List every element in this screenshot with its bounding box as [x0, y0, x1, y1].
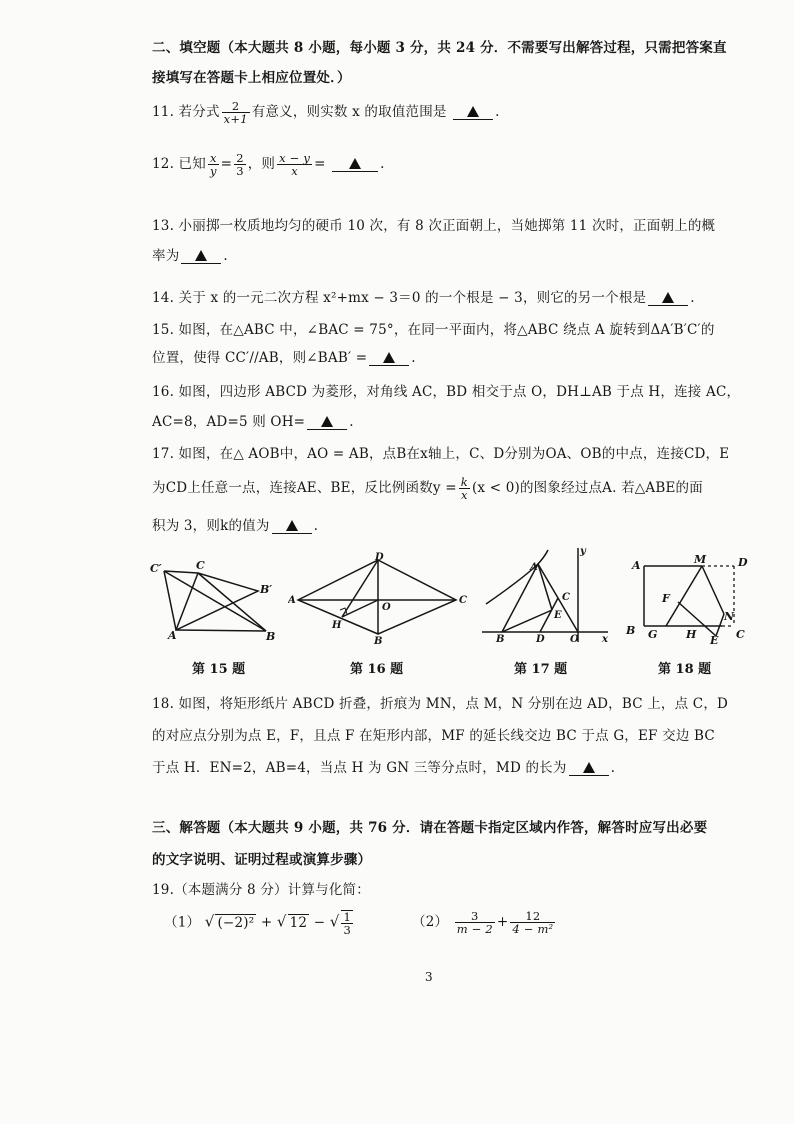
fig16-label-h: H: [332, 620, 342, 631]
figure-18: [622, 552, 757, 644]
triangle-icon: [467, 106, 479, 117]
question-14: 14. 关于 x 的一元二次方程 x²+mx − 3＝0 的一个根是 − 3，则它的另一个根是 .: [152, 290, 695, 306]
q19-plus-2: +: [496, 914, 509, 930]
q19-fraction-a: $\frac{3}{m - 2}$: [456, 909, 493, 936]
fig16-label-o: O: [382, 602, 391, 613]
section3-heading-line1: 三、解答题（本大题共 9 小题，共 76 分．请在答题卡指定区域内作答，解答时应写出必要: [152, 820, 708, 836]
question-11: 11. 若分式 $\frac{2}{x+1}$ 有意义，则实数 x 的取值范围是 .: [152, 99, 500, 126]
caption-figure-15: 第 15 题: [192, 662, 246, 677]
fig17-label-o: O: [570, 634, 579, 644]
question-19-heading: 19.（本题满分 8 分）计算与化简：: [152, 882, 370, 898]
q12-fraction-2: $\frac{2}{3}$: [236, 151, 244, 178]
question-17-line1: 17. 如图，在△ AOB中，AO = AB，点B在x轴上，C、D分别为OA、OB的中点，连接CD，E: [152, 446, 730, 462]
q12-fraction-3: $\frac{x - y}{x}$: [279, 151, 311, 178]
sqrt-symbol: √: [329, 912, 340, 931]
fig17-label-a: A: [530, 562, 538, 573]
fig17-label-y: y: [580, 546, 586, 557]
q19-part1-label: （1）: [164, 914, 201, 931]
q19-minus: −: [313, 914, 326, 931]
fig18-label-f: F: [662, 592, 670, 605]
page-number: 3: [425, 970, 433, 984]
fig15-label-c-prime: C′: [150, 562, 162, 575]
q12-text-pre: 12. 已知: [152, 156, 206, 172]
fig15-label-c: C: [196, 559, 205, 572]
fig16-label-c: C: [459, 595, 467, 606]
fig17-label-e: E: [554, 610, 562, 621]
question-18-line2: 的对应点分别为点 E，F，且点 F 在矩形内部，MF 的延长线交边 BC 于点 G，EF 交边 BC: [152, 728, 715, 744]
caption-figure-16: 第 16 题: [350, 662, 404, 677]
q19-part2-label: （2）: [412, 914, 449, 930]
q14-text: 14. 关于 x 的一元二次方程 x²+mx − 3＝0 的一个根是 − 3，则它的另一个根是: [152, 290, 647, 306]
q19-fraction-b: $\frac{12}{\text{4 − m²}}$: [512, 909, 554, 936]
q16-text: AC=8，AD=5 则 OH=: [152, 414, 306, 430]
fig18-label-h: H: [686, 628, 697, 641]
q12-text-mid: ，则: [247, 156, 276, 172]
fig18-label-n: N: [724, 610, 735, 623]
q19-radicand-2: 12: [289, 914, 308, 931]
section3-heading-line2: 的文字说明、证明过程或演算步骤）: [152, 852, 372, 868]
fig17-label-c: C: [562, 592, 570, 603]
q11-text-pre: 11. 若分式: [152, 104, 220, 120]
fig15-label-a: A: [168, 629, 177, 642]
question-17-line2: [152, 476, 703, 501]
fig17-label-b: B: [496, 634, 505, 644]
fig15-label-b-prime: B′: [260, 583, 273, 596]
question-18-line1: 18. 如图，将矩形纸片 ABCD 折叠，折痕为 MN，点 M，N 分别在边 AD，BC 上，点 C，D: [152, 696, 729, 712]
triangle-icon: [383, 352, 395, 363]
question-15-line1: 15. 如图，在△ABC 中，∠BAC = 75°，在同一平面内，将△ABC 绕点 A 旋转到ΔA′B′C′的: [152, 322, 715, 338]
q11-fraction: $\frac{2}{x+1}$: [223, 99, 248, 126]
fig18-label-a: A: [632, 559, 641, 572]
q15-text: 位置，使得 CC′//AB，则∠BAB′ =: [152, 350, 368, 366]
fig16-label-a: A: [288, 595, 296, 606]
figure-16: [288, 552, 468, 644]
sqrt-symbol: √: [204, 912, 215, 931]
q17-fraction: $\frac{k}{x}$: [460, 475, 468, 502]
fig15-label-b: B: [266, 630, 276, 643]
triangle-icon: [321, 416, 333, 427]
question-16-line1: 16. 如图，四边形 ABCD 为菱形，对角线 AC，BD 相交于点 O，DH⊥AB 于点 H，连接 AC，: [152, 384, 741, 400]
fig18-label-b: B: [626, 624, 636, 637]
caption-figure-18: 第 18 题: [658, 662, 712, 677]
question-13-line2: 率为 .: [152, 248, 228, 264]
fig16-label-b: B: [374, 636, 383, 644]
fig18-label-m: M: [694, 553, 707, 566]
sqrt-symbol: √: [276, 912, 287, 931]
figure-15: [150, 556, 280, 644]
triangle-icon: [662, 292, 674, 303]
q11-text-post: 有意义，则实数 x 的取值范围是: [251, 104, 447, 120]
question-17-line3: 积为 3，则k的值为 .: [152, 518, 319, 534]
q12-eq: =: [220, 156, 233, 172]
question-18-line3: 于点 H．EN=2，AB=4，当点 H 为 GN 三等分点时，MD 的长为 .: [152, 760, 616, 776]
q18-text: 于点 H．EN=2，AB=4，当点 H 为 GN 三等分点时，MD 的长为: [152, 760, 567, 776]
answer-blank-13[interactable]: [181, 250, 221, 264]
caption-figure-17: 第 17 题: [514, 662, 568, 677]
answer-blank-17[interactable]: [272, 520, 312, 534]
q12-fraction-1: $\frac{x}{y}$: [209, 151, 217, 178]
answer-blank-16[interactable]: [307, 416, 347, 430]
answer-blank-12[interactable]: [332, 158, 378, 172]
section2-heading-line1: 二、填空题（本大题共 8 小题，每小题 3 分，共 24 分．不需要写出解答过程，只需把答案直: [152, 40, 727, 56]
triangle-icon: [195, 250, 207, 261]
triangle-icon: [349, 158, 361, 169]
section2-heading-line2: 接填写在答题卡上相应位置处．）: [152, 70, 351, 86]
triangle-icon: [286, 520, 298, 531]
answer-blank-11[interactable]: [453, 106, 493, 120]
q19-plus: +: [260, 914, 273, 931]
fig18-label-d: D: [738, 556, 748, 569]
triangle-icon: [583, 762, 595, 773]
question-16-line2: AC=8，AD=5 则 OH= .: [152, 414, 354, 430]
fig18-label-g: G: [648, 628, 658, 641]
figure-17: [478, 544, 613, 644]
fig17-label-d: D: [536, 634, 545, 644]
question-15-line2: 位置，使得 CC′//AB，则∠BAB′ = .: [152, 350, 416, 366]
answer-blank-14[interactable]: [648, 292, 688, 306]
question-13-line1: 13. 小丽掷一枚质地均匀的硬币 10 次，有 8 次正面朝上，当她掷第 11 次时，正面朝上的概: [152, 218, 716, 234]
question-12: 12. 已知 $\frac{x}{y}$ = $\frac{2}{3}$ ，则 $\frac{x - y}{x}$ = .: [152, 151, 385, 178]
question-19-part1: [164, 910, 355, 936]
q13-text: 率为: [152, 248, 180, 264]
answer-blank-18[interactable]: [569, 762, 609, 776]
answer-blank-15[interactable]: [369, 352, 409, 366]
q17-text-c: 积为 3，则k的值为: [152, 518, 270, 534]
q17-text-b: (x < 0)的图象经过点A. 若△ABE的面: [471, 480, 703, 496]
q17-text-a: 为CD上任意一点，连接AE、BE，反比例函数y =: [152, 480, 457, 496]
fig18-label-e: E: [710, 634, 719, 644]
fig18-label-c: C: [736, 628, 745, 641]
fig16-label-d: D: [375, 552, 384, 563]
fig17-label-x: x: [602, 634, 608, 644]
q12-eq2: =: [314, 156, 326, 172]
q19-fraction-root: $\frac{1}{3}$: [343, 910, 352, 937]
question-19-part2: [412, 910, 557, 935]
q19-radicand-1: (−2)²: [217, 914, 255, 931]
